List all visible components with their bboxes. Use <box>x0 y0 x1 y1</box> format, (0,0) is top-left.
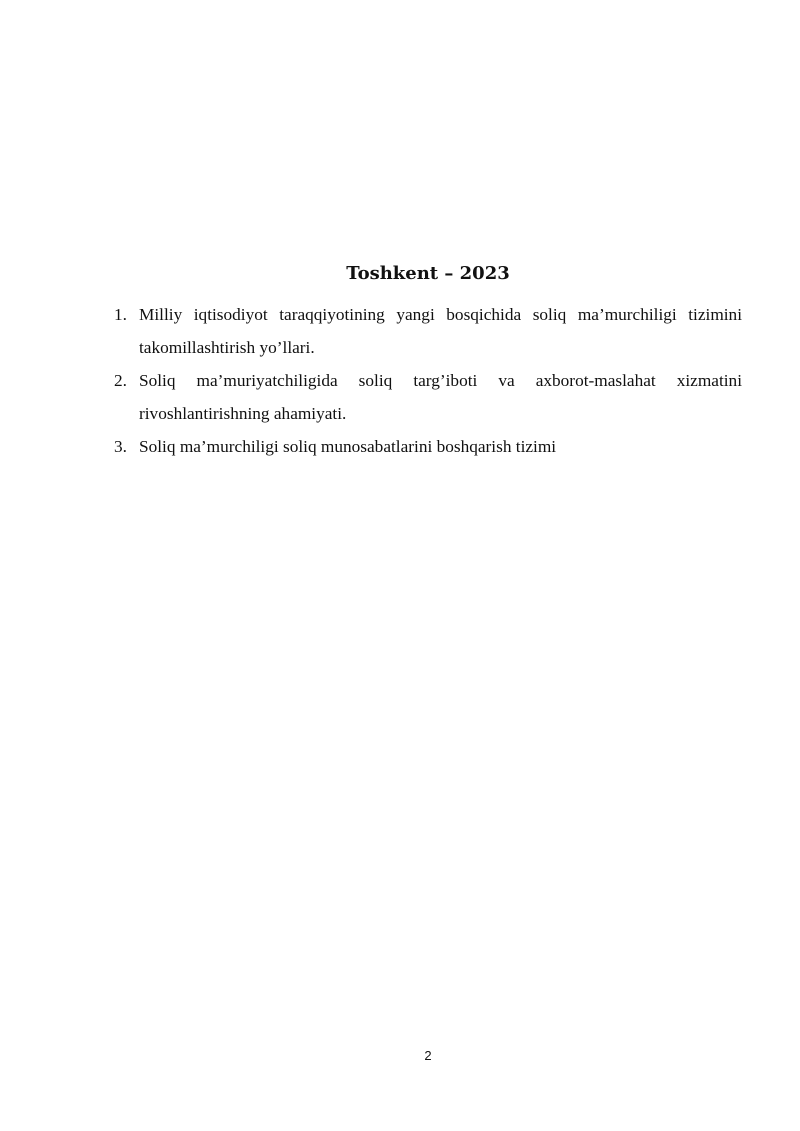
list-item <box>114 299 742 364</box>
list-item-number: 1. <box>114 305 127 324</box>
topic-list <box>114 299 742 465</box>
list-item-text: Soliq ma’murchiligi soliq munosabatlarini boshqarish tizimi <box>139 437 557 456</box>
page-number: 2 <box>424 1048 432 1063</box>
list-item <box>114 431 742 464</box>
list-item <box>114 365 742 430</box>
list-item-number: 3. <box>114 437 127 456</box>
list-item-text: Milliy iqtisodiyot taraqqiyotining yangi bosqichida soliq ma’murchiligi tizimini takomillashtirish yo’llari. <box>139 305 742 357</box>
list-item-number: 2. <box>114 371 127 390</box>
page-heading: Toshkent – 2023 <box>346 263 510 284</box>
list-item-text: Soliq ma’muriyatchiligida soliq targ’iboti va axborot-maslahat xizmatini rivoshlantirishning ahamiyati. <box>139 371 742 423</box>
